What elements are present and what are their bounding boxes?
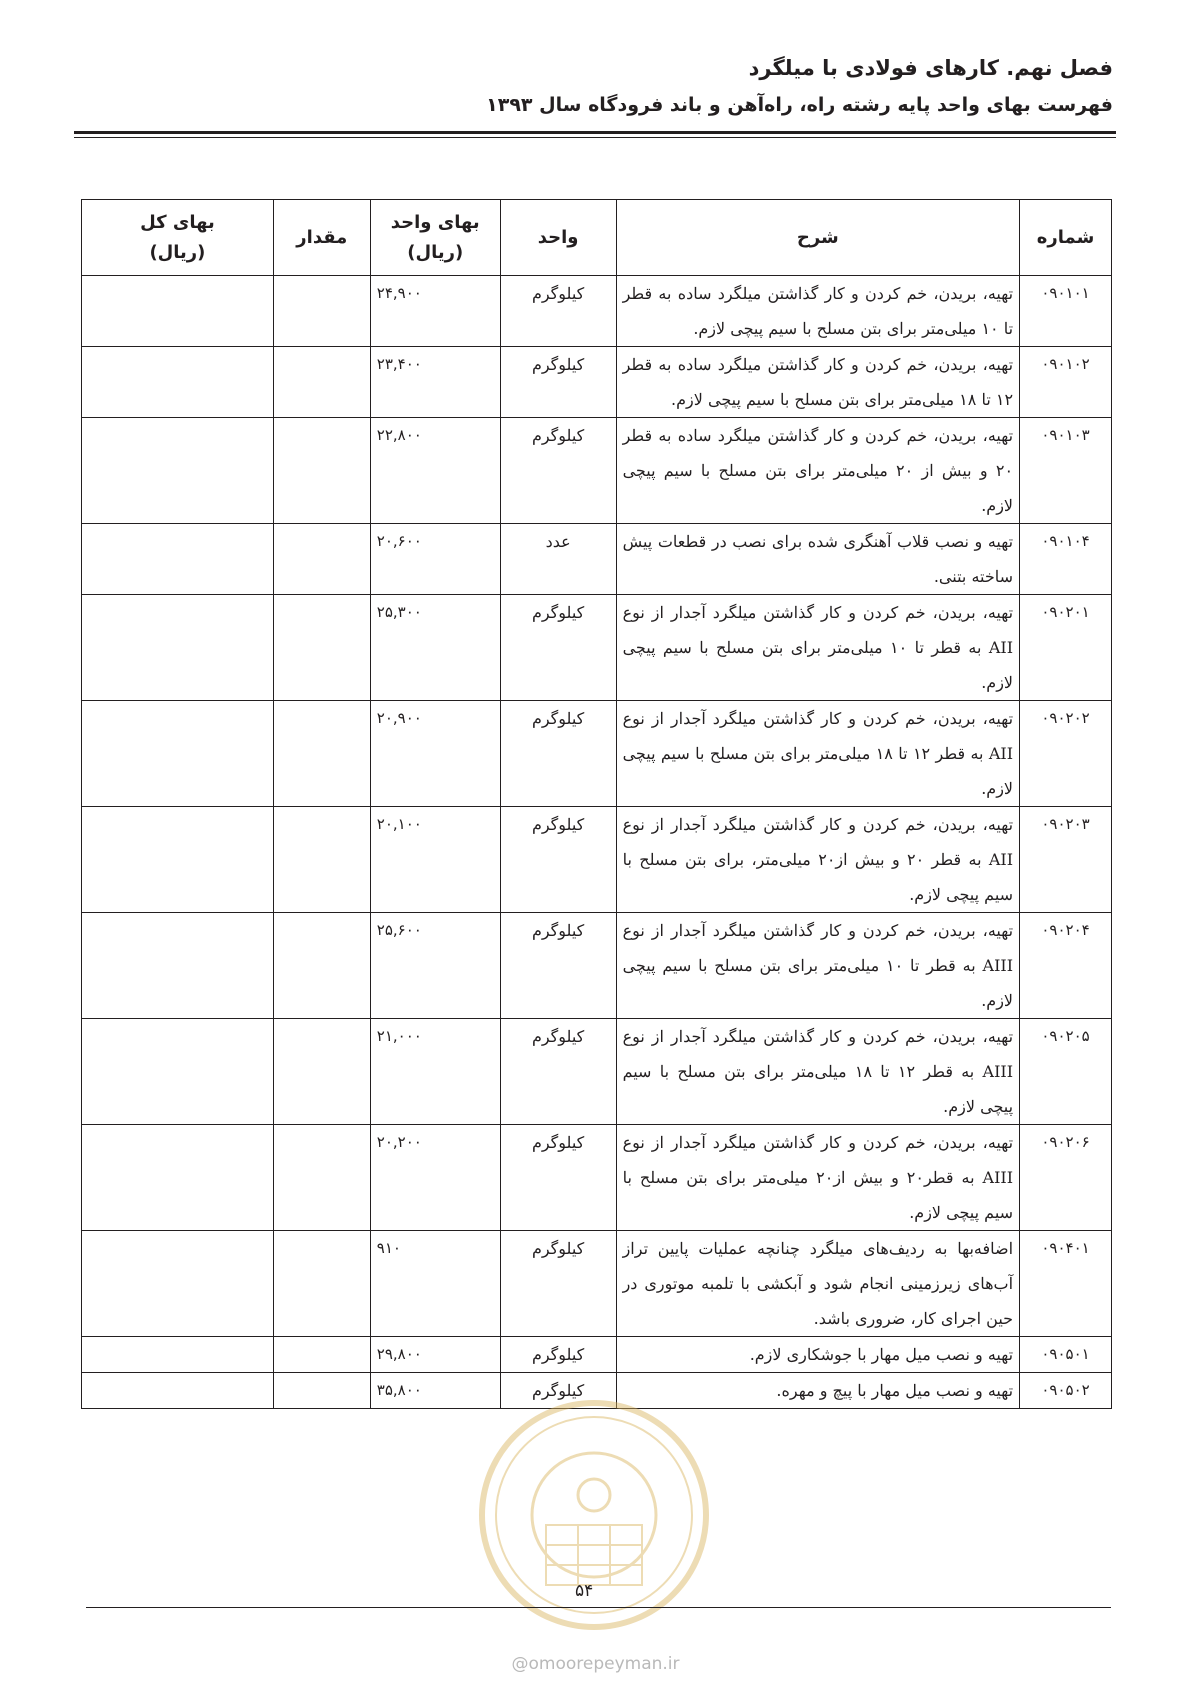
- chapter-title: فصل نهم. کارهای فولادی با میلگرد: [748, 56, 1113, 80]
- table-row: [82, 595, 1112, 701]
- item-quantity: [273, 418, 370, 524]
- item-total: [82, 1125, 274, 1231]
- table-row: [82, 418, 1112, 524]
- col-header-unit: واحد: [500, 200, 616, 276]
- item-description: تهیه، بریدن، خم کردن و کار گذاشتن میلگرد ساده به قطر ۲۰ و بیش از ۲۰ میلی‌متر برای بتن مسلح با سیم پیچی لازم.: [616, 418, 1019, 524]
- item-unit-price: ۲۰,۲۰۰: [370, 1125, 500, 1231]
- item-unit: کیلوگرم: [500, 1373, 616, 1409]
- item-description: تهیه و نصب میل مهار با پیچ و مهره.: [616, 1373, 1019, 1409]
- item-code: ۰۹۰۵۰۱: [1020, 1337, 1112, 1373]
- item-description: تهیه، بریدن، خم کردن و کار گذاشتن میلگرد ساده به قطر ۱۲ تا ۱۸ میلی‌متر برای بتن مسلح با سیم پیچی لازم.: [616, 347, 1019, 418]
- item-unit: کیلوگرم: [500, 701, 616, 807]
- item-description: تهیه و نصب میل مهار با جوشکاری لازم.: [616, 1337, 1019, 1373]
- item-unit: کیلوگرم: [500, 913, 616, 1019]
- item-unit-price: ۲۴,۹۰۰: [370, 276, 500, 347]
- item-unit-price: ۲۳,۴۰۰: [370, 347, 500, 418]
- table-row: [82, 913, 1112, 1019]
- item-unit-price: ۲۰,۹۰۰: [370, 701, 500, 807]
- footer-rule: [86, 1607, 1111, 1608]
- item-quantity: [273, 701, 370, 807]
- unit-price-label: بهای واحد: [390, 211, 480, 233]
- table-row: [82, 1231, 1112, 1337]
- table-row: [82, 807, 1112, 913]
- item-quantity: [273, 913, 370, 1019]
- table-header-row: [82, 200, 1112, 276]
- item-unit: کیلوگرم: [500, 276, 616, 347]
- item-unit: کیلوگرم: [500, 1231, 616, 1337]
- item-code: ۰۹۰۲۰۳: [1020, 807, 1112, 913]
- item-unit-price: ۲۵,۳۰۰: [370, 595, 500, 701]
- table-row: [82, 1125, 1112, 1231]
- item-description: تهیه، بریدن، خم کردن و کار گذاشتن میلگرد آجدار از نوع AIII به قطر۲۰ و بیش از۲۰ میلی‌متر برای بتن مسلح با سیم پیچی لازم.: [616, 1125, 1019, 1231]
- item-code: ۰۹۰۱۰۱: [1020, 276, 1112, 347]
- item-unit: کیلوگرم: [500, 807, 616, 913]
- item-code: ۰۹۰۲۰۴: [1020, 913, 1112, 1019]
- unit-price-currency: (ریال): [407, 241, 464, 263]
- item-code: ۰۹۰۵۰۲: [1020, 1373, 1112, 1409]
- item-quantity: [273, 1337, 370, 1373]
- item-total: [82, 595, 274, 701]
- col-header-code: شماره: [1020, 200, 1112, 276]
- item-unit: کیلوگرم: [500, 347, 616, 418]
- item-quantity: [273, 807, 370, 913]
- table-row: [82, 1373, 1112, 1409]
- item-code: ۰۹۰۱۰۳: [1020, 418, 1112, 524]
- item-unit: کیلوگرم: [500, 1125, 616, 1231]
- item-total: [82, 276, 274, 347]
- item-total: [82, 418, 274, 524]
- item-quantity: [273, 1373, 370, 1409]
- table-row: [82, 701, 1112, 807]
- item-description: تهیه و نصب قلاب آهنگری شده برای نصب در قطعات پیش ساخته بتنی.: [616, 524, 1019, 595]
- item-quantity: [273, 1125, 370, 1231]
- table-row: [82, 347, 1112, 418]
- item-total: [82, 807, 274, 913]
- item-unit: کیلوگرم: [500, 418, 616, 524]
- item-total: [82, 1337, 274, 1373]
- item-code: ۰۹۰۲۰۱: [1020, 595, 1112, 701]
- item-unit: کیلوگرم: [500, 595, 616, 701]
- item-total: [82, 1231, 274, 1337]
- item-unit: کیلوگرم: [500, 1019, 616, 1125]
- page-number: ۵۴: [575, 1581, 594, 1601]
- item-description: تهیه، بریدن، خم کردن و کار گذاشتن میلگرد آجدار از نوع AII به قطر تا ۱۰ میلی‌متر برای بتن مسلح با سیم پیچی لازم.: [616, 595, 1019, 701]
- item-total: [82, 1019, 274, 1125]
- item-quantity: [273, 524, 370, 595]
- item-code: ۰۹۰۲۰۵: [1020, 1019, 1112, 1125]
- table-row: [82, 1337, 1112, 1373]
- item-unit-price: ۲۵,۶۰۰: [370, 913, 500, 1019]
- document-subtitle: فهرست بهای واحد پایه رشته راه، راه‌آهن و باند فرودگاه سال ۱۳۹۳: [486, 94, 1113, 116]
- item-unit-price: ۲۰,۱۰۰: [370, 807, 500, 913]
- item-code: ۰۹۰۱۰۲: [1020, 347, 1112, 418]
- item-description: اضافه‌بها به ردیف‌های میلگرد چنانچه عملیات پایین تراز آب‌های زیرزمینی انجام شود و آبکشی با تلمبه موتوری در حین اجرای کار، ضروری باشد.: [616, 1231, 1019, 1337]
- item-unit-price: ۲۲,۸۰۰: [370, 418, 500, 524]
- item-quantity: [273, 1231, 370, 1337]
- item-unit: کیلوگرم: [500, 1337, 616, 1373]
- table-row: [82, 276, 1112, 347]
- item-total: [82, 701, 274, 807]
- item-description: تهیه، بریدن، خم کردن و کار گذاشتن میلگرد آجدار از نوع AII به قطر ۲۰ و بیش از۲۰ میلی‌متر، برای بتن مسلح با سیم پیچی لازم.: [616, 807, 1019, 913]
- omoore-peyman-seal-watermark: [474, 1395, 714, 1635]
- total-label: بهای کل: [140, 211, 215, 233]
- header-rule-thin: [74, 137, 1116, 138]
- item-total: [82, 1373, 274, 1409]
- item-total: [82, 347, 274, 418]
- item-quantity: [273, 1019, 370, 1125]
- item-code: ۰۹۰۱۰۴: [1020, 524, 1112, 595]
- col-header-unit-price: [370, 200, 500, 276]
- item-total: [82, 524, 274, 595]
- col-header-total: [82, 200, 274, 276]
- item-description: تهیه، بریدن، خم کردن و کار گذاشتن میلگرد آجدار از نوع AII به قطر ۱۲ تا ۱۸ میلی‌متر برای بتن مسلح با سیم پیچی لازم.: [616, 701, 1019, 807]
- header-rule-thick: [74, 131, 1116, 134]
- item-quantity: [273, 595, 370, 701]
- item-total: [82, 913, 274, 1019]
- item-unit: عدد: [500, 524, 616, 595]
- table-row: [82, 524, 1112, 595]
- table-row: [82, 1019, 1112, 1125]
- item-quantity: [273, 276, 370, 347]
- item-unit-price: ۲۱,۰۰۰: [370, 1019, 500, 1125]
- col-header-description: شرح: [616, 200, 1019, 276]
- item-description: تهیه، بریدن، خم کردن و کار گذاشتن میلگرد ساده به قطر تا ۱۰ میلی‌متر برای بتن مسلح با سیم پیچی لازم.: [616, 276, 1019, 347]
- item-unit-price: ۹۱۰: [370, 1231, 500, 1337]
- price-list-table: [81, 199, 1112, 1409]
- item-code: ۰۹۰۲۰۶: [1020, 1125, 1112, 1231]
- item-unit-price: ۲۰,۶۰۰: [370, 524, 500, 595]
- total-currency: (ریال): [149, 241, 206, 263]
- item-unit-price: ۲۹,۸۰۰: [370, 1337, 500, 1373]
- item-unit-price: ۳۵,۸۰۰: [370, 1373, 500, 1409]
- item-code: ۰۹۰۲۰۲: [1020, 701, 1112, 807]
- item-code: ۰۹۰۴۰۱: [1020, 1231, 1112, 1337]
- item-description: تهیه، بریدن، خم کردن و کار گذاشتن میلگرد آجدار از نوع AIII به قطر تا ۱۰ میلی‌متر برای بتن مسلح با سیم پیچی لازم.: [616, 913, 1019, 1019]
- item-quantity: [273, 347, 370, 418]
- item-description: تهیه، بریدن، خم کردن و کار گذاشتن میلگرد آجدار از نوع AIII به قطر ۱۲ تا ۱۸ میلی‌متر برای بتن مسلح با سیم پیچی لازم.: [616, 1019, 1019, 1125]
- col-header-quantity: مقدار: [273, 200, 370, 276]
- watermark-url: @omoorepeyman.ir: [511, 1654, 680, 1674]
